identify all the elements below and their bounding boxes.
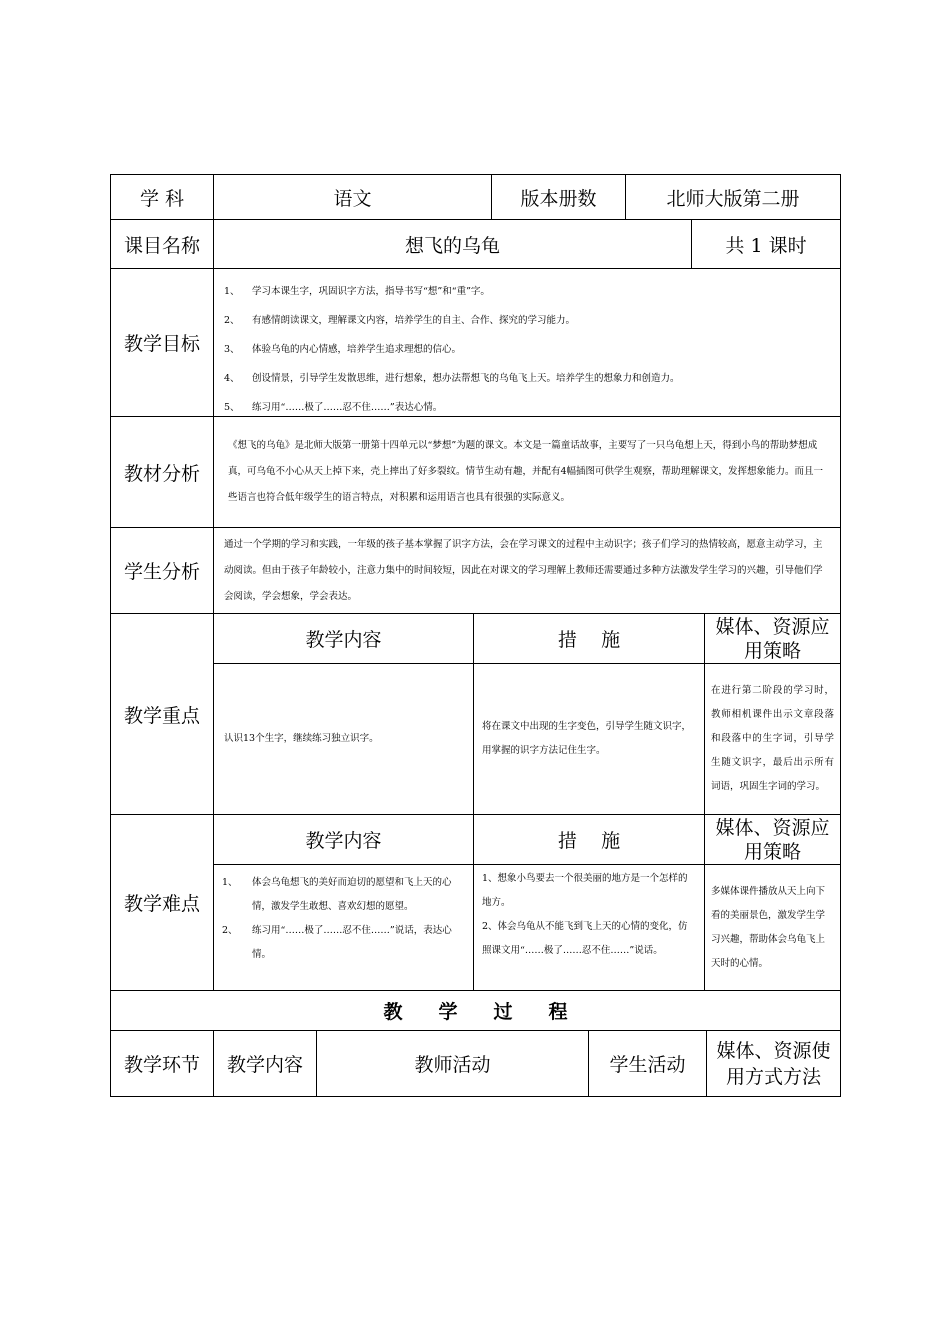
key-points-measure: 将在课文中出现的生字变色，引导学生随文识字，用掌握的识字方法记住生字。 <box>474 664 705 814</box>
difficulties-row <box>110 815 841 991</box>
key-points-table <box>214 614 840 814</box>
goal-text: 有感情朗读课文，理解课文内容，培养学生的自主、合作、探究的学习能力。 <box>252 314 576 326</box>
teaching-goals-row <box>110 269 841 417</box>
teacher-activity-header: 教师活动 <box>317 1031 589 1096</box>
goal-text: 创设情景，引导学生发散思维，进行想象，想办法帮想飞的乌龟飞上天。培养学生的想象力和创造力。 <box>252 372 680 384</box>
goal-item <box>224 275 830 304</box>
subject-row <box>110 174 841 220</box>
difficulties-measure-list <box>474 865 704 965</box>
material-analysis-row <box>110 417 841 528</box>
edition-label: 版本册数 <box>492 175 626 219</box>
process-header-row <box>110 1031 841 1097</box>
subject-label: 学 科 <box>111 175 214 219</box>
process-title-row <box>110 991 841 1031</box>
measure-item: 1、想象小鸟要去一个很美丽的地方是一个怎样的地方。 <box>482 873 688 908</box>
goal-text: 体验乌龟的内心情感，培养学生追求理想的信心。 <box>252 343 462 355</box>
student-analysis-row <box>110 528 841 614</box>
key-points-content: 认识13个生字，继续练习独立识字。 <box>214 664 474 814</box>
process-title-char: 学 <box>438 1001 458 1023</box>
student-activity-header: 学生活动 <box>589 1031 707 1096</box>
difficulties-content-header: 教学内容 <box>214 815 474 864</box>
goal-number: 5、 <box>224 401 240 413</box>
material-analysis-label: 教材分析 <box>111 417 214 527</box>
goal-item <box>224 391 830 420</box>
difficulties-header <box>214 815 840 865</box>
difficulty-item <box>222 919 465 967</box>
student-analysis-cell <box>214 528 840 613</box>
lesson-plan-table <box>110 174 841 1097</box>
difficulties-label: 教学难点 <box>111 815 214 990</box>
difficulties-body <box>214 865 840 990</box>
process-title-char: 程 <box>548 1001 568 1023</box>
key-points-measure-header: 措 施 <box>474 614 705 663</box>
goal-item <box>224 304 830 333</box>
material-analysis-cell <box>214 417 840 527</box>
measure-item: 2、体会乌龟从不能飞到飞上天的心情的变化，仿照课文用“……极了……忍不住……”说话。 <box>482 921 688 956</box>
key-points-header <box>214 614 840 664</box>
difficulty-text: 体会乌龟想飞的美好而迫切的愿望和飞上天的心情，激发学生敢想、喜欢幻想的愿望。 <box>252 877 452 912</box>
media-method-header: 媒体、资源使用方式方法 <box>716 1039 831 1088</box>
goal-item <box>224 333 830 362</box>
difficulty-item <box>222 871 465 919</box>
difficulties-media-header: 媒体、资源应用策略 <box>715 816 830 863</box>
goal-number: 1、 <box>224 285 240 297</box>
key-points-label: 教学重点 <box>111 614 214 814</box>
goal-number: 4、 <box>224 372 240 384</box>
process-title-char: 过 <box>493 1001 513 1023</box>
process-stage-header: 教学环节 <box>111 1031 214 1096</box>
goal-text: 学习本课生字，巩固识字方法，指导书写“想”和“重”字。 <box>252 285 490 297</box>
teaching-goals-content <box>214 269 840 416</box>
material-analysis-text: 《想飞的乌龟》是北师大版第一册第十四单元以“梦想”为题的课文。本文是一篇童话故事，主要写了一只乌龟想上天，得到小鸟的帮助梦想成真，可乌龟不小心从天上掉下来，壳上摔出了好多裂纹。情节生动有趣，并配有4幅插图可供学生观察，帮助理解课文，发挥想象能力。而且一些语言也符合低年级学生的语言特点，对积累和运用语言也具有很强的实际意义。 <box>228 440 824 503</box>
student-analysis-text: 通过一个学期的学习和实践，一年级的孩子基本掌握了识字方法，会在学习课文的过程中主动识字；孩子们学习的热情较高，愿意主动学习，主动阅读。但由于孩子年龄较小，注意力集中的时间较短，因此在对课文的学习理解上教师还需要通过多种方法激发学生学习的兴趣，引导他们学会阅读，学会想象，学会表达。 <box>224 538 823 602</box>
key-points-media-header: 媒体、资源应用策略 <box>715 615 830 662</box>
student-analysis-label: 学生分析 <box>111 528 214 613</box>
process-content-header: 教学内容 <box>214 1031 317 1096</box>
edition-value: 北师大版第二册 <box>666 187 800 210</box>
course-title-value: 想飞的乌龟 <box>214 220 692 268</box>
subject-value: 语文 <box>214 175 492 219</box>
difficulties-measure-header: 措 施 <box>474 815 705 864</box>
difficulties-table <box>214 815 840 990</box>
key-points-media: 在进行第二阶段的学习时，教师相机课件出示文章段落和段落中的生字词，引导学生随文识字，最后出示所有词语，巩固生字词的学习。 <box>711 685 834 792</box>
goal-text: 练习用“……极了……忍不住……”表达心情。 <box>252 401 443 413</box>
goals-list <box>214 269 840 416</box>
difficulties-measure-cell <box>474 865 705 990</box>
key-points-body <box>214 664 840 814</box>
title-row <box>110 220 841 269</box>
difficulties-content-list <box>214 865 473 973</box>
difficulty-number: 1、 <box>222 877 238 888</box>
difficulties-media: 多媒体课件播放从天上向下看的美丽景色，激发学生学习兴趣，帮助体会乌龟飞上天时的心情。 <box>711 885 826 969</box>
teaching-goals-label: 教学目标 <box>111 269 214 416</box>
goal-number: 2、 <box>224 314 240 326</box>
class-hours-value: 共 1 课时 <box>725 234 807 257</box>
process-title <box>111 991 840 1030</box>
course-title-label: 课目名称 <box>111 220 214 268</box>
difficulty-number: 2、 <box>222 925 238 936</box>
difficulty-text: 练习用“……极了……忍不住……”说话，表达心情。 <box>252 925 452 960</box>
process-title-char: 教 <box>383 1001 403 1023</box>
difficulties-content-cell <box>214 865 474 990</box>
key-points-content-header: 教学内容 <box>214 614 474 663</box>
goal-item <box>224 362 830 391</box>
key-points-row <box>110 614 841 815</box>
goal-number: 3、 <box>224 343 240 355</box>
